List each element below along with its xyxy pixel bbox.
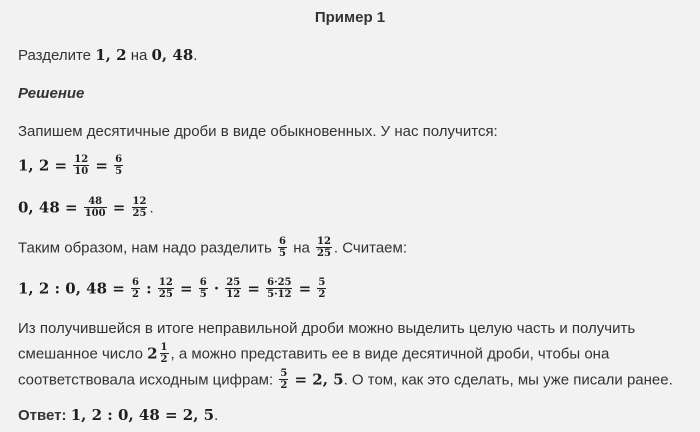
eq2-end: .	[149, 199, 154, 217]
eq1-fraction-1: $\frac{12}{10}$	[74, 154, 89, 177]
eq3-fraction-2: $\frac{12}{25}$	[158, 277, 173, 300]
eq3-fraction-3: $\frac{6}{5}$	[199, 277, 207, 300]
thus-fraction-2: $\frac{12}{25}$	[317, 236, 331, 259]
eq2-fraction-1: $\frac{48}{100}$	[84, 196, 106, 219]
example-title: Пример 1	[314, 9, 386, 26]
eq1-equals: =	[95, 156, 108, 175]
task-dividend: 1, 2	[95, 46, 127, 64]
mixed-number-fraction: $\frac{1}{2}$	[160, 342, 168, 365]
answer-line	[18, 406, 218, 424]
paragraph-line-3	[18, 369, 673, 392]
task-prefix: Разделите	[18, 47, 92, 64]
solution-heading: Решение	[18, 85, 85, 102]
eq3-fraction-6: $\frac{5}{2}$	[318, 277, 326, 300]
equation-2	[18, 197, 154, 220]
thus-prefix: Таким образом, нам надо разделить	[18, 239, 272, 257]
answer-math: 1, 2 : 0, 48 = 2, 5	[70, 406, 215, 424]
equation-3	[18, 278, 328, 301]
eq3-op-dot: ·	[213, 279, 220, 298]
para-line2-prefix: смешанное число	[18, 345, 143, 363]
task-line	[18, 46, 197, 64]
eq1-lhs: 1, 2 =	[18, 156, 68, 175]
thus-line	[18, 237, 407, 260]
eq1-fraction-2: $\frac{6}{5}$	[115, 154, 123, 177]
para-line3-suffix: . О том, как это сделать, мы уже писали ранее.	[343, 371, 673, 389]
intro-text: Запишем десятичные дроби в виде обыкновенных. У нас получится:	[18, 123, 498, 140]
task-mid: на	[130, 47, 148, 64]
eq3-equals-2: =	[247, 279, 260, 298]
task-divisor: 0, 48	[151, 46, 194, 64]
paragraph-line-1: Из получившейся в итоге неправильной дроби можно выделить целую часть и получить	[18, 320, 636, 337]
mixed-number-whole: 2	[147, 344, 158, 363]
eq2-fraction-2: $\frac{12}{25}$	[132, 196, 147, 219]
eq3-equals-1: =	[179, 279, 193, 298]
answer-end: .	[214, 407, 219, 424]
thus-fraction-1: $\frac{6}{5}$	[279, 236, 287, 259]
eq3-fraction-4: $\frac{25}{12}$	[226, 277, 241, 300]
eq3-op-colon: :	[146, 279, 152, 298]
eq3-lhs: 1, 2 : 0, 48 =	[18, 279, 125, 298]
para-line3-prefix: соответствовала исходным цифрам:	[18, 371, 274, 389]
eq2-equals: =	[112, 198, 126, 217]
eq3-equals-3: =	[298, 279, 312, 298]
para-line3-fraction: $\frac{5}{2}$	[280, 368, 288, 391]
thus-suffix: . Считаем:	[333, 239, 407, 257]
thus-mid: на	[293, 239, 310, 257]
equation-1	[18, 155, 125, 178]
para-line2-suffix: , а можно представить ее в виде десятичной дроби, чтобы она	[170, 345, 610, 363]
eq3-fraction-5: $\frac{6\cdot 25}{5\cdot 12}$	[267, 277, 292, 300]
paragraph-line-2	[18, 343, 609, 366]
para-line3-math: = 2, 5	[294, 370, 344, 389]
answer-label: Ответ:	[18, 407, 67, 424]
eq3-fraction-1: $\frac{6}{2}$	[132, 277, 139, 300]
eq2-lhs: 0, 48 =	[18, 198, 78, 217]
task-end: .	[193, 47, 198, 64]
